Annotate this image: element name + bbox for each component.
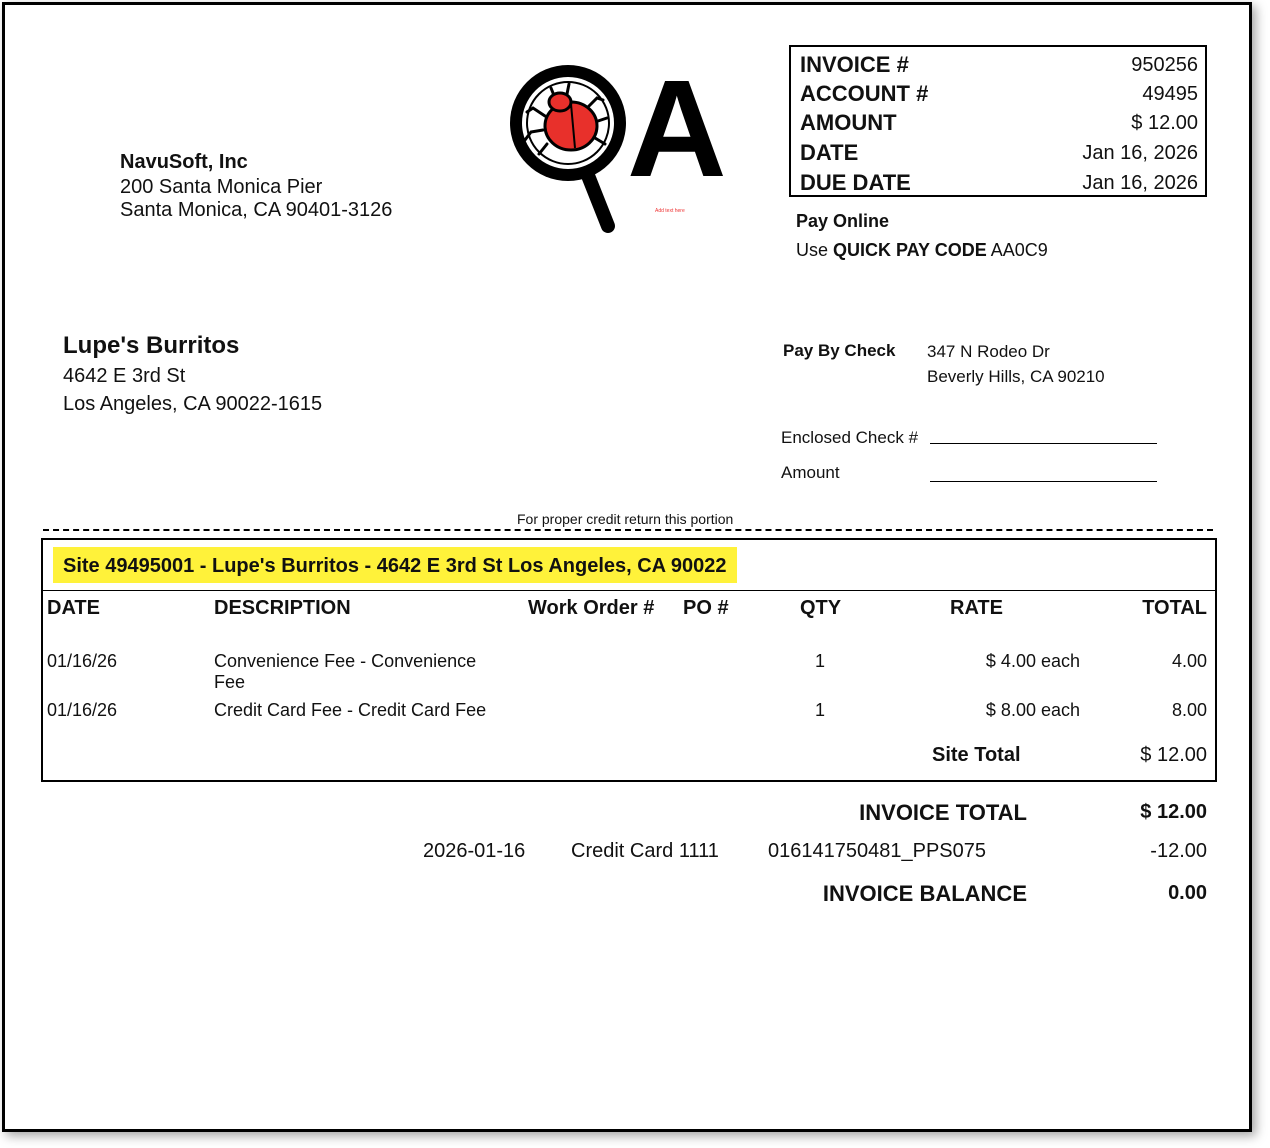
summary-label: ACCOUNT # — [800, 81, 929, 106]
site-total-value: $ 12.00 — [1140, 744, 1207, 766]
row1-date: 01/16/26 — [47, 651, 118, 671]
row2-qty: 1 — [815, 700, 826, 720]
quick-pay-line — [796, 240, 1048, 261]
return-portion-note: For proper credit return this portion — [517, 511, 734, 527]
column-header-total: TOTAL — [1142, 597, 1207, 619]
summary-label: INVOICE # — [800, 52, 909, 77]
summary-row-amount — [800, 110, 1198, 139]
invoice-total-value: $ 12.00 — [1140, 801, 1207, 823]
summary-value: 49495 — [1142, 83, 1198, 105]
row1-qty: 1 — [815, 651, 826, 671]
row2-date: 01/16/26 — [47, 700, 118, 720]
qa-logo — [505, 58, 730, 238]
logo-placeholder-note: Add text here — [655, 208, 685, 214]
invoice-summary — [789, 45, 1207, 197]
row2-description: Credit Card Fee - Credit Card Fee — [214, 700, 487, 720]
tear-off-line — [43, 529, 1213, 531]
summary-row-due-date — [800, 170, 1198, 199]
summary-row-invoice — [800, 52, 1198, 81]
payment-method: Credit Card 1111 — [571, 840, 719, 862]
sender-address-line1: 200 Santa Monica Pier — [120, 176, 323, 198]
invoice-balance-value: 0.00 — [1168, 882, 1207, 904]
row1-total: 4.00 — [1171, 651, 1207, 671]
summary-value: Jan 16, 2026 — [1082, 142, 1198, 164]
invoice-total-label: INVOICE TOTAL — [859, 800, 1027, 825]
payment-date: 2026-01-16 — [423, 840, 526, 862]
magnifier-bug-icon — [505, 58, 730, 238]
customer-address-line2: Los Angeles, CA 90022-1615 — [63, 393, 323, 415]
sender-name: NavuSoft, Inc — [120, 151, 248, 173]
summary-label: DATE — [800, 140, 859, 165]
site-total-label: Site Total — [932, 744, 1021, 766]
site-heading: Site 49495001 - Lupe's Burritos - 4642 E 3rd St Los Angeles, CA 90022 — [53, 547, 737, 583]
pay-online-title: Pay Online — [796, 211, 890, 231]
column-header-rate: RATE — [950, 597, 1003, 619]
row1-description-cont: Fee — [214, 672, 246, 692]
row2-rate: $ 8.00 each — [985, 700, 1080, 720]
column-header-po: PO # — [683, 597, 729, 619]
summary-row-account — [800, 81, 1198, 110]
column-header-date: DATE — [47, 597, 100, 619]
quick-pay-label: QUICK PAY CODE — [833, 240, 987, 260]
invoice-balance-label: INVOICE BALANCE — [822, 881, 1027, 906]
row1-rate: $ 4.00 each — [985, 651, 1080, 671]
summary-label: AMOUNT — [800, 110, 897, 135]
pay-by-check-title: Pay By Check — [783, 341, 896, 360]
quick-pay-code: AA0C9 — [990, 240, 1048, 260]
payment-reference: 016141750481_PPS075 — [768, 840, 986, 862]
column-header-work-order: Work Order # — [528, 597, 655, 619]
column-header-description: DESCRIPTION — [214, 597, 351, 619]
remit-address-line2: Beverly Hills, CA 90210 — [927, 367, 1105, 386]
payment-amount: -12.00 — [1150, 840, 1207, 862]
amount-blank — [930, 481, 1157, 482]
summary-value: Jan 16, 2026 — [1082, 172, 1198, 194]
enclosed-check-blank — [930, 443, 1157, 444]
amount-label: Amount — [781, 463, 840, 482]
quick-pay-prefix: Use — [796, 240, 834, 260]
customer-address-line1: 4642 E 3rd St — [63, 365, 186, 387]
logo-letter: A — [627, 58, 727, 206]
site-divider — [41, 590, 1215, 591]
remit-address-line1: 347 N Rodeo Dr — [927, 342, 1050, 361]
row1-description: Convenience Fee - Convenience — [214, 651, 477, 671]
enclosed-check-label: Enclosed Check # — [781, 428, 919, 447]
summary-value: 950256 — [1131, 54, 1198, 76]
customer-name: Lupe's Burritos — [63, 332, 240, 359]
summary-value: $ 12.00 — [1131, 112, 1198, 134]
column-header-qty: QTY — [800, 597, 842, 619]
summary-label: DUE DATE — [800, 170, 911, 195]
summary-row-date — [800, 140, 1198, 169]
sender-address-line2: Santa Monica, CA 90401-3126 — [120, 199, 393, 221]
row2-total: 8.00 — [1171, 700, 1207, 720]
